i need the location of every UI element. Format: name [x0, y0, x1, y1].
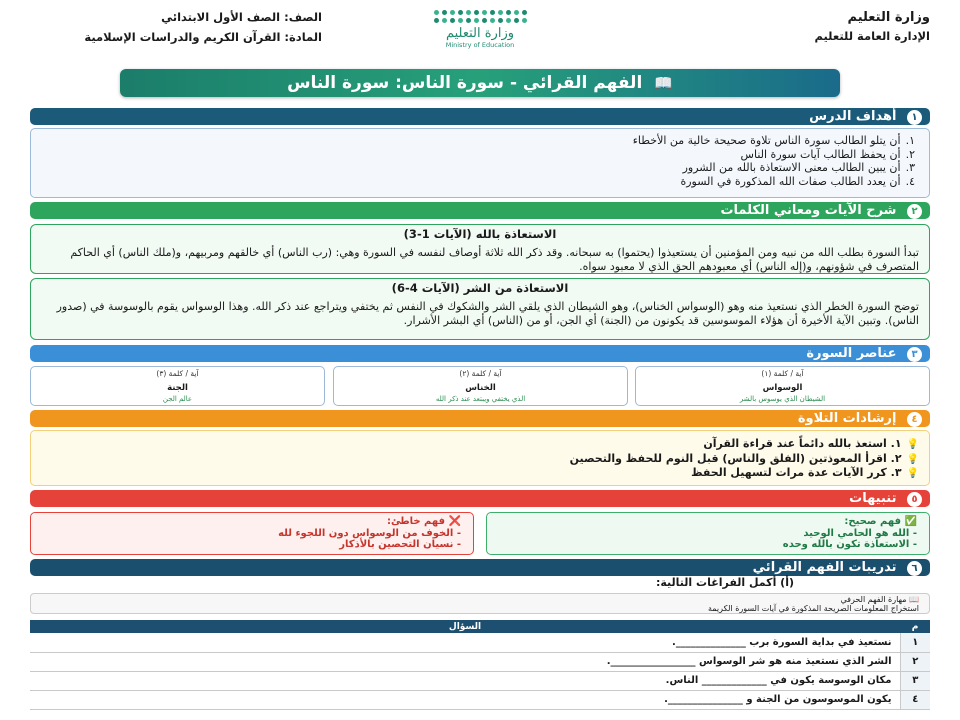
ministry-block — [814, 10, 930, 43]
card-label: آية / كلمة (١) — [761, 369, 804, 378]
class-info-block — [32, 10, 322, 44]
list-item: ٣.أن يبين الطالب معنى الاستعاذة بالله من الشرور — [682, 161, 915, 174]
section-title: أهداف الدرس — [809, 109, 897, 124]
list-item: ٢.أن يحفظ الطالب آيات سورة الناس — [740, 147, 915, 161]
explanation-text: توضح السورة الخطر الذي نستعيذ منه وهو (الوسواس الخناس)، وهو الشيطان الذي يلقي الشر والشكوك في النفس ثم يختفي ويتراجع عند ذكر الله. وهذا الوسواس يقوم بالوسوسة في (صدور الناس). وتبين الآية الأخيرة أن هؤلاء الموسوسين قد يكونون من (الجنة) أي الجن، أو من (الناس) أي البشر الأشرار. — [56, 300, 919, 327]
section-number: ٥ — [907, 492, 922, 507]
section-header-objectives — [30, 108, 930, 125]
page-header — [0, 8, 960, 68]
tips-list — [31, 431, 929, 481]
card-label: آية / كلمة (٢) — [459, 369, 502, 378]
card-meaning: الشيطان الذي يوسوس بالشر — [739, 395, 826, 403]
explanation-text: تبدأ السورة بطلب الله من نبيه ومن المؤمنين أن يستعيذوا (يحتموا) به سبحانه. وقد ذكر الله ثلاثة أوصاف لنفسه في السورة وهي: (رب الناس) أي خالقهم ومربيهم، و(ملك الناس) أي الحاكم المتصرف في شؤونهم، و(إله الناس) أي معبودهم الحق الذي لا معبود سواه. — [70, 246, 919, 273]
note-line: - نسيان التحصين بالأذكار — [339, 539, 461, 550]
list-item: 💡٢. اقرأ المعوذتين (الفلق والناس) قبل النوم للحفظ والتحصين — [569, 451, 919, 465]
administration-name: الإدارة العامة للتعليم — [814, 29, 930, 43]
lightbulb-icon: 💡 — [906, 468, 919, 479]
logo-english-text: Ministry of Education — [445, 41, 515, 49]
word-card-2 — [333, 366, 628, 406]
exercise-table — [30, 620, 930, 710]
skill-description: استخراج المعلومات الصريحة المذكورة في آيات السورة الكريمة — [708, 604, 919, 613]
ministry-logo — [425, 10, 535, 66]
section-title: عناصر السورة — [806, 346, 897, 361]
logo-arabic-text: وزارة التعليم — [445, 26, 515, 41]
word-card-3 — [30, 366, 325, 406]
section-number: ٢ — [907, 204, 922, 219]
section-number: ٣ — [907, 347, 922, 362]
section-title: تدريبات الفهم القرائي — [752, 560, 897, 575]
table-row: ٢ الشر الذي نستعيذ منه هو شر الوسواس _________________. — [30, 652, 930, 671]
section-header-elements — [30, 345, 930, 362]
section-number: ١ — [907, 110, 922, 125]
explanation-block-2 — [30, 278, 930, 340]
page-title-bar — [120, 69, 840, 97]
table-row: ١ نستعيذ في بداية السورة برب ______________. — [30, 633, 930, 652]
cross-icon: ❌ — [448, 516, 461, 527]
note-title: فهم خاطئ: — [387, 516, 446, 527]
note-title: فهم صحيح: — [844, 516, 902, 527]
objectives-list — [31, 129, 929, 188]
explanation-title: الاستعاذة من الشر (الآيات 4-6) — [391, 281, 569, 295]
lightbulb-icon: 💡 — [906, 453, 919, 465]
page-title: الفهم القرائي - سورة الناس: سورة الناس — [287, 73, 643, 93]
list-item: ١.أن يتلو الطالب سورة الناس تلاوة صحيحة خالية من الأخطاء — [632, 134, 915, 147]
table-row: ٤ يكون الموسوسون من الجنة و _______________. — [30, 690, 930, 709]
book-icon: 📖 — [654, 74, 673, 92]
card-meaning: الذي يختفي ويبتعد عند ذكر الله — [435, 395, 526, 403]
section-header-notes — [30, 490, 930, 507]
card-meaning: عالم الجن — [162, 395, 193, 403]
book-icon: 📖 — [909, 595, 919, 604]
tips-box — [30, 430, 930, 486]
explanation-title: الاستعاذة بالله (الآيات 1-3) — [403, 227, 557, 241]
check-icon: ✅ — [904, 516, 917, 527]
column-header-question: السؤال — [30, 620, 900, 633]
wrong-understanding-note — [30, 512, 474, 555]
section-title: إرشادات التلاوة — [797, 411, 897, 426]
skill-title: مهارة الفهم الحرفي — [840, 595, 907, 604]
table-row: ٣ مكان الوسوسة يكون في _____________ الناس. — [30, 671, 930, 690]
section-header-exercises — [30, 559, 930, 576]
section-title: تنبيهات — [849, 491, 897, 506]
lightbulb-icon: 💡 — [906, 439, 919, 450]
explanation-block-1 — [30, 224, 930, 274]
ministry-name: وزارة التعليم — [847, 10, 930, 25]
list-item: ٤.أن يعدد الطالب صفات الله المذكورة في السورة — [680, 174, 915, 188]
card-word: الوسواس — [762, 383, 803, 393]
correct-understanding-note — [486, 512, 930, 555]
objectives-box — [30, 128, 930, 198]
list-item: 💡٣. كرر الآيات عدة مرات لتسهيل الحفظ — [691, 466, 919, 479]
section-number: ٤ — [907, 412, 922, 427]
list-item: 💡١. استعذ بالله دائماً عند قراءة القرآن — [703, 437, 919, 450]
note-line: - الاستعاذة تكون بالله وحده — [782, 539, 917, 550]
card-word: الخناس — [465, 383, 496, 393]
section-header-explanation — [30, 202, 930, 219]
exercise-subtitle: (أ) أكمل الفراغات التالية: — [655, 576, 794, 589]
section-header-tips — [30, 410, 930, 427]
subject-label: المادة: القرآن الكريم والدراسات الإسلامية — [84, 30, 322, 44]
column-header-number: م — [900, 620, 930, 633]
logo-dots-icon — [430, 10, 530, 23]
card-word: الجنة — [167, 383, 188, 393]
grade-label: الصف: الصف الأول الابتدائي — [161, 10, 322, 24]
note-line: - الخوف من الوسواس دون اللجوء لله — [278, 527, 461, 539]
note-line: - الله هو الحامي الوحيد — [803, 527, 917, 539]
skill-box — [30, 593, 930, 614]
card-label: آية / كلمة (٣) — [156, 369, 199, 378]
section-number: ٦ — [907, 561, 922, 576]
section-title: شرح الآيات ومعاني الكلمات — [720, 203, 897, 218]
word-card-1 — [635, 366, 930, 406]
